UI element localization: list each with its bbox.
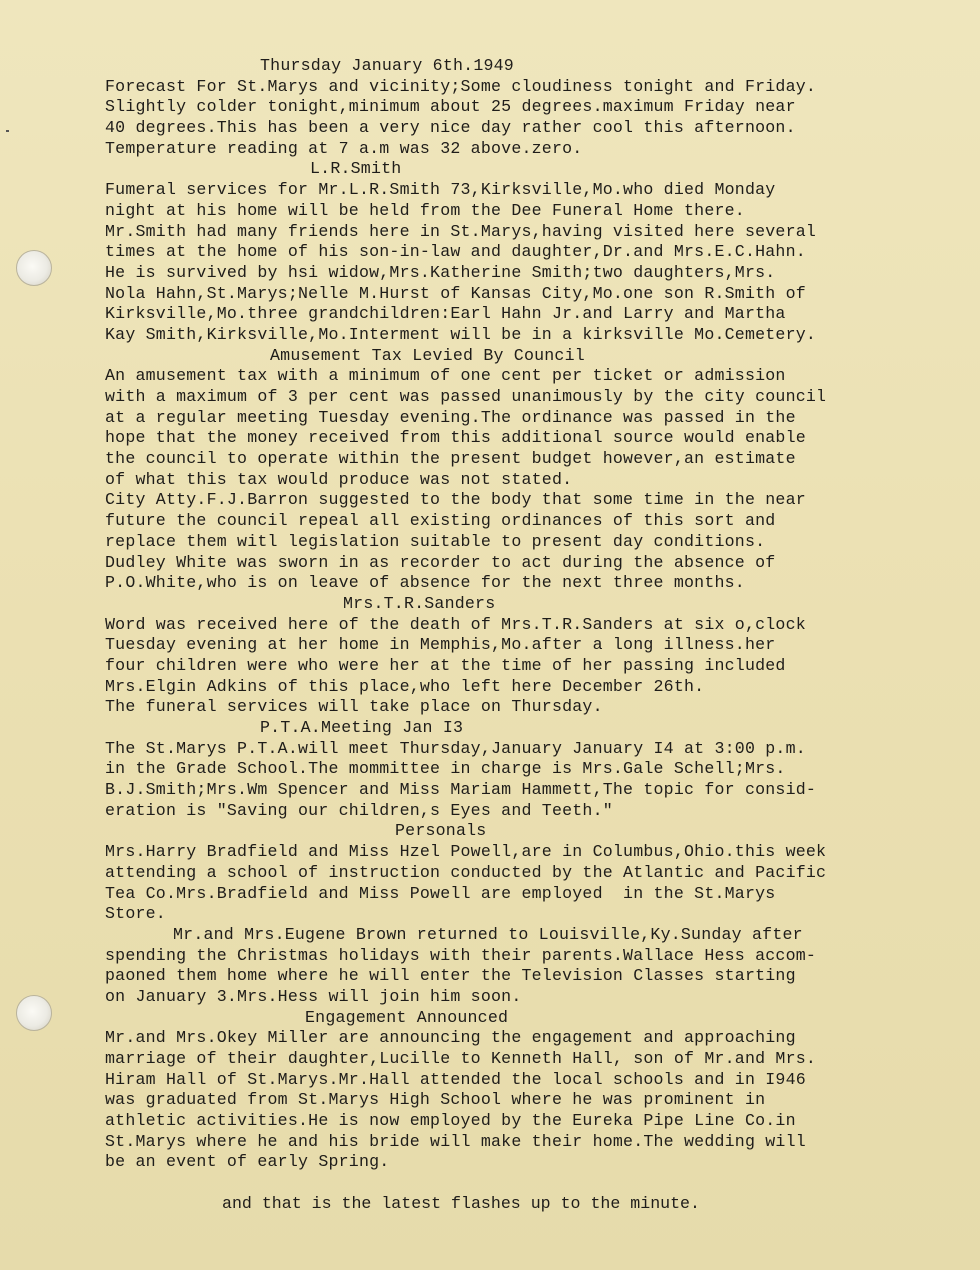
text-line: eration is "Saving our children,s Eyes and Teeth." xyxy=(105,800,613,820)
text-line: The funeral services will take place on Thursday. xyxy=(105,697,603,717)
text-line: Kay Smith,Kirksville,Mo.Interment will be in a kirksville Mo.Cemetery. xyxy=(105,324,817,344)
text-line: P.T.A.Meeting Jan I3 xyxy=(260,718,464,737)
text-line: St.Marys where he and his bride will make their home.The wedding will xyxy=(105,1131,806,1151)
text-line: P.O.White,who is on leave of absence for the next three months. xyxy=(105,573,745,593)
text-line: An amusement tax with a minimum of one cent per ticket or admission xyxy=(105,366,786,386)
text-line: L.R.Smith xyxy=(310,159,402,179)
text-line: night at his home will be held from the Dee Funeral Home there. xyxy=(105,200,745,220)
text-line: Tea Co.Mrs.Bradfield and Miss Powell are employed in the St.Marys xyxy=(105,883,776,903)
text-line: He is survived by hsi widow,Mrs.Katherine Smith;two daughters,Mrs. xyxy=(105,262,776,282)
text-line: The St.Marys P.T.A.will meet Thursday,January January I4 at 3:00 p.m. xyxy=(105,738,806,758)
text-line: Thursday January 6th.1949 xyxy=(260,56,514,75)
text-line: Mr.Smith had many friends here in St.Marys,having visited here several xyxy=(105,221,817,241)
text-line: 40 degrees.This has been a very nice day rather cool this afternoon. xyxy=(105,118,796,138)
text-line: Nola Hahn,St.Marys;Nelle M.Hurst of Kansas City,Mo.one son R.Smith of xyxy=(105,283,806,303)
text-line: Hiram Hall of St.Marys.Mr.Hall attended the local schools and in I946 xyxy=(105,1069,806,1089)
text-line: future the council repeal all existing ordinances of this sort and xyxy=(105,511,776,531)
closing-line: and that is the latest flashes up to the minute. xyxy=(222,1194,700,1213)
text-line: Mrs.Elgin Adkins of this place,who left here December 26th. xyxy=(105,676,705,696)
news-text-block xyxy=(105,56,975,1173)
text-line: paoned them home where he will enter the Television Classes starting xyxy=(105,966,796,986)
text-line: Personals xyxy=(395,821,487,841)
text-line: Fumeral services for Mr.L.R.Smith 73,Kirksville,Mo.who died Monday xyxy=(105,180,776,200)
text-line: Mrs.Harry Bradfield and Miss Hzel Powell,are in Columbus,Ohio.this week xyxy=(105,842,827,862)
text-line: with a maximum of 3 per cent was passed unanimously by the city council xyxy=(105,387,827,406)
text-line: was graduated from St.Marys High School where he was prominent in xyxy=(105,1090,766,1110)
text-line: Dudley White was sworn in as recorder to act during the absence of xyxy=(105,552,776,572)
text-line: replace them witl legislation suitable to present day conditions. xyxy=(105,531,766,551)
text-line: attending a school of instruction conducted by the Atlantic and Pacific xyxy=(105,862,827,882)
margin-mark xyxy=(6,130,9,132)
punch-hole-bottom xyxy=(16,995,52,1031)
text-line: Forecast For St.Marys and vicinity;Some cloudiness tonight and Friday. xyxy=(105,76,817,96)
text-line: City Atty.F.J.Barron suggested to the body that some time in the near xyxy=(105,490,806,510)
text-line: Mrs.T.R.Sanders xyxy=(343,593,496,613)
text-line: in the Grade School.The mommittee in charge is Mrs.Gale Schell;Mrs. xyxy=(105,759,786,779)
text-line: marriage of their daughter,Lucille to Kenneth Hall, son of Mr.and Mrs. xyxy=(105,1049,817,1068)
text-line: Mr.and Mrs.Eugene Brown returned to Louisville,Ky.Sunday after xyxy=(173,924,803,944)
text-line: be an event of early Spring. xyxy=(105,1152,390,1172)
text-line: Engagement Announced xyxy=(305,1007,509,1027)
text-line: Kirksville,Mo.three grandchildren:Earl Hahn Jr.and Larry and Martha xyxy=(105,304,786,324)
text-line: times at the home of his son-in-law and daughter,Dr.and Mrs.E.C.Hahn. xyxy=(105,242,806,262)
text-line: at a regular meeting Tuesday evening.The ordinance was passed in the xyxy=(105,407,796,427)
text-line: spending the Christmas holidays with their parents.Wallace Hess accom- xyxy=(105,945,817,965)
text-line: hope that the money received from this additional source would enable xyxy=(105,428,806,448)
text-line: Temperature reading at 7 a.m was 32 above.zero. xyxy=(105,138,583,158)
text-line: Tuesday evening at her home in Memphis,Mo.after a long illness.her xyxy=(105,635,776,655)
text-line: the council to operate within the present budget however,an estimate xyxy=(105,449,796,469)
text-line: of what this tax would produce was not stated. xyxy=(105,469,573,489)
punch-hole-top xyxy=(16,250,52,286)
text-line: four children were who were her at the time of her passing included xyxy=(105,655,786,675)
text-line: on January 3.Mrs.Hess will join him soon. xyxy=(105,986,522,1006)
text-line: B.J.Smith;Mrs.Wm Spencer and Miss Mariam Hammett,The topic for consid- xyxy=(105,780,817,800)
text-line: athletic activities.He is now employed by the Eureka Pipe Line Co.in xyxy=(105,1111,796,1131)
text-line: Mr.and Mrs.Okey Miller are announcing the engagement and approaching xyxy=(105,1028,796,1048)
text-line: Slightly colder tonight,minimum about 25 degrees.maximum Friday near xyxy=(105,97,796,117)
text-line: Store. xyxy=(105,904,166,924)
text-line: Amusement Tax Levied By Council xyxy=(270,345,585,365)
text-line: Word was received here of the death of Mrs.T.R.Sanders at six o,clock xyxy=(105,614,806,634)
